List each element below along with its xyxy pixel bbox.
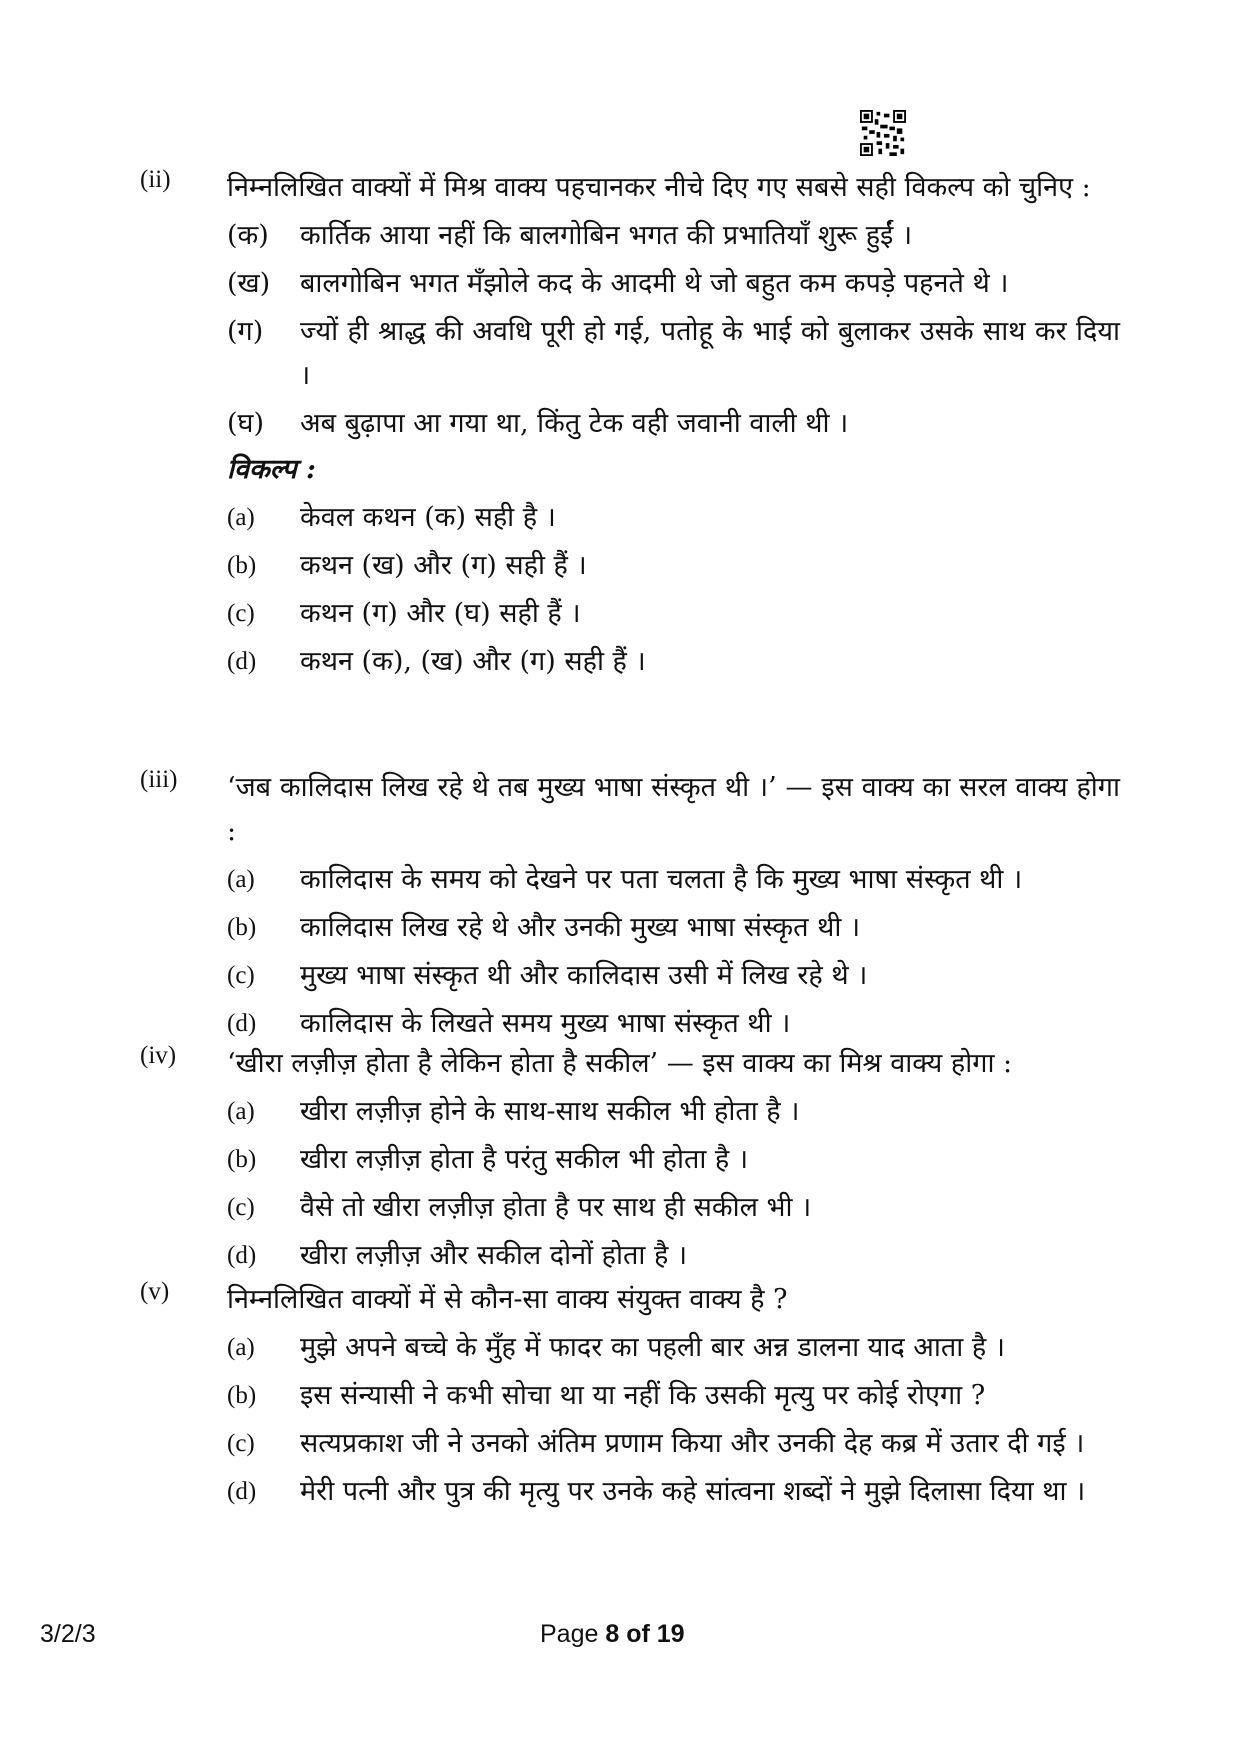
option-text: सत्यप्रकाश जी ने उनको अंतिम प्रणाम किया और उनकी देह कब्र में उतार दी गई । — [300, 1428, 1085, 1459]
option-item — [227, 858, 1120, 902]
options-heading: विकल्प : — [227, 454, 317, 485]
question-ii — [140, 166, 1120, 684]
option-item — [227, 1326, 1120, 1370]
question-v — [140, 1278, 1120, 1514]
question-number: (v) — [140, 1278, 170, 1305]
option-text: मुझे अपने बच्चे के मुँह में फादर का पहली बार अन्न डालना याद आता है । — [300, 1332, 1005, 1363]
option-label: (a) — [227, 1334, 255, 1361]
statement-text: अब बुढ़ापा आ गया था, किंतु टेक वही जवानी वाली थी । — [300, 408, 849, 439]
option-label: (c) — [227, 600, 255, 627]
question-iii — [140, 766, 1120, 1046]
statement-list — [227, 214, 1120, 684]
option-item — [227, 640, 1120, 684]
option-label: (c) — [227, 962, 255, 989]
option-label: (a) — [227, 504, 255, 531]
option-item — [227, 1374, 1120, 1418]
option-item — [227, 1090, 1120, 1134]
option-label: (a) — [227, 866, 255, 893]
statement-item — [227, 214, 1120, 258]
option-label: (b) — [227, 1146, 257, 1173]
option-text: कथन (ग) और (घ) सही हैं । — [300, 598, 581, 629]
option-item — [227, 1186, 1120, 1230]
option-item — [227, 1422, 1120, 1466]
option-item — [227, 496, 1120, 540]
option-text: खीरा लज़ीज़ और सकील दोनों होता है । — [300, 1240, 688, 1271]
option-text: कालिदास के लिखते समय मुख्य भाषा संस्कृत थी । — [300, 1008, 791, 1039]
option-text: मेरी पत्नी और पुत्र की मृत्यु पर उनके कहे सांत्वना शब्दों ने मुझे दिलासा दिया था । — [300, 1476, 1086, 1507]
statement-label: (ग) — [227, 316, 264, 347]
option-label: (d) — [227, 1242, 257, 1269]
option-item — [227, 1138, 1120, 1182]
option-item — [227, 544, 1120, 588]
question-number: (iv) — [140, 1042, 177, 1069]
statement-label: (क) — [227, 220, 269, 251]
statement-text: ज्यों ही श्राद्ध की अवधि पूरी हो गई, पतोहू के भाई को बुलाकर उसके साथ कर दिया । — [300, 316, 1120, 391]
question-text: ‘जब कालिदास लिख रहे थे तब मुख्य भाषा संस्कृत थी ।’ — इस वाक्य का सरल वाक्य होगा : — [227, 772, 1120, 847]
option-item — [227, 1470, 1120, 1514]
option-text: इस संन्यासी ने कभी सोचा था या नहीं कि उसकी मृत्यु पर कोई रोएगा ? — [300, 1380, 986, 1411]
statement-text: बालगोबिन भगत मँझोले कद के आदमी थे जो बहुत कम कपड़े पहनते थे । — [300, 268, 1009, 299]
option-label: (c) — [227, 1430, 255, 1457]
paper-code: 3/2/3 — [40, 1620, 96, 1648]
page-total: 19 — [656, 1620, 685, 1648]
option-label: (d) — [227, 648, 257, 675]
page-number — [540, 1620, 685, 1649]
option-label: (c) — [227, 1194, 255, 1221]
question-number: (iii) — [140, 766, 178, 793]
page-prefix: Page — [540, 1620, 606, 1648]
option-text: खीरा लज़ीज़ होता है परंतु सकील भी होता है । — [300, 1144, 749, 1175]
option-item — [227, 1234, 1120, 1278]
option-text: केवल कथन (क) सही है । — [300, 502, 556, 533]
question-number: (ii) — [140, 166, 171, 193]
option-label: (d) — [227, 1010, 257, 1037]
option-label: (a) — [227, 1098, 255, 1125]
option-item — [227, 954, 1120, 998]
option-label: (b) — [227, 1382, 257, 1409]
option-item — [227, 592, 1120, 636]
option-list — [227, 1090, 1120, 1278]
option-list — [227, 858, 1120, 1046]
option-text: कालिदास लिख रहे थे और उनकी मुख्य भाषा संस्कृत थी । — [300, 912, 861, 943]
page-current: 8 — [605, 1620, 620, 1648]
question-text: निम्नलिखित वाक्यों में मिश्र वाक्य पहचानकर नीचे दिए गए सबसे सही विकल्प को चुनिए : — [227, 172, 1091, 203]
option-label: (b) — [227, 914, 257, 941]
option-label: (b) — [227, 552, 257, 579]
option-text: वैसे तो खीरा लज़ीज़ होता है पर साथ ही सकील भी । — [300, 1192, 812, 1223]
option-text: मुख्य भाषा संस्कृत थी और कालिदास उसी में लिख रहे थे । — [300, 960, 868, 991]
statement-text: कार्तिक आया नहीं कि बालगोबिन भगत की प्रभातियाँ शुरू हुईं । — [300, 220, 913, 251]
option-item — [227, 1002, 1120, 1046]
statement-item — [227, 262, 1120, 306]
option-text: कालिदास के समय को देखने पर पता चलता है कि मुख्य भाषा संस्कृत थी । — [300, 864, 1023, 895]
statement-label: (घ) — [227, 408, 265, 439]
option-text: कथन (क), (ख) और (ग) सही हैं । — [300, 646, 646, 677]
option-label: (d) — [227, 1478, 257, 1505]
question-iv — [140, 1042, 1120, 1278]
option-text: कथन (ख) और (ग) सही हैं । — [300, 550, 587, 581]
statement-label: (ख) — [227, 268, 271, 299]
question-text: ‘खीरा लज़ीज़ होता है लेकिन होता है सकील’ — इस वाक्य का मिश्र वाक्य होगा : — [227, 1048, 1013, 1079]
statement-item — [227, 310, 1120, 398]
page-of: of — [619, 1620, 657, 1648]
qr-code-icon — [860, 110, 906, 156]
question-text: निम्नलिखित वाक्यों में से कौन-सा वाक्य संयुक्त वाक्य है ? — [227, 1284, 788, 1315]
option-list — [227, 1326, 1120, 1514]
option-item — [227, 906, 1120, 950]
statement-item — [227, 402, 1120, 446]
option-text: खीरा लज़ीज़ होने के साथ-साथ सकील भी होता है । — [300, 1096, 800, 1127]
